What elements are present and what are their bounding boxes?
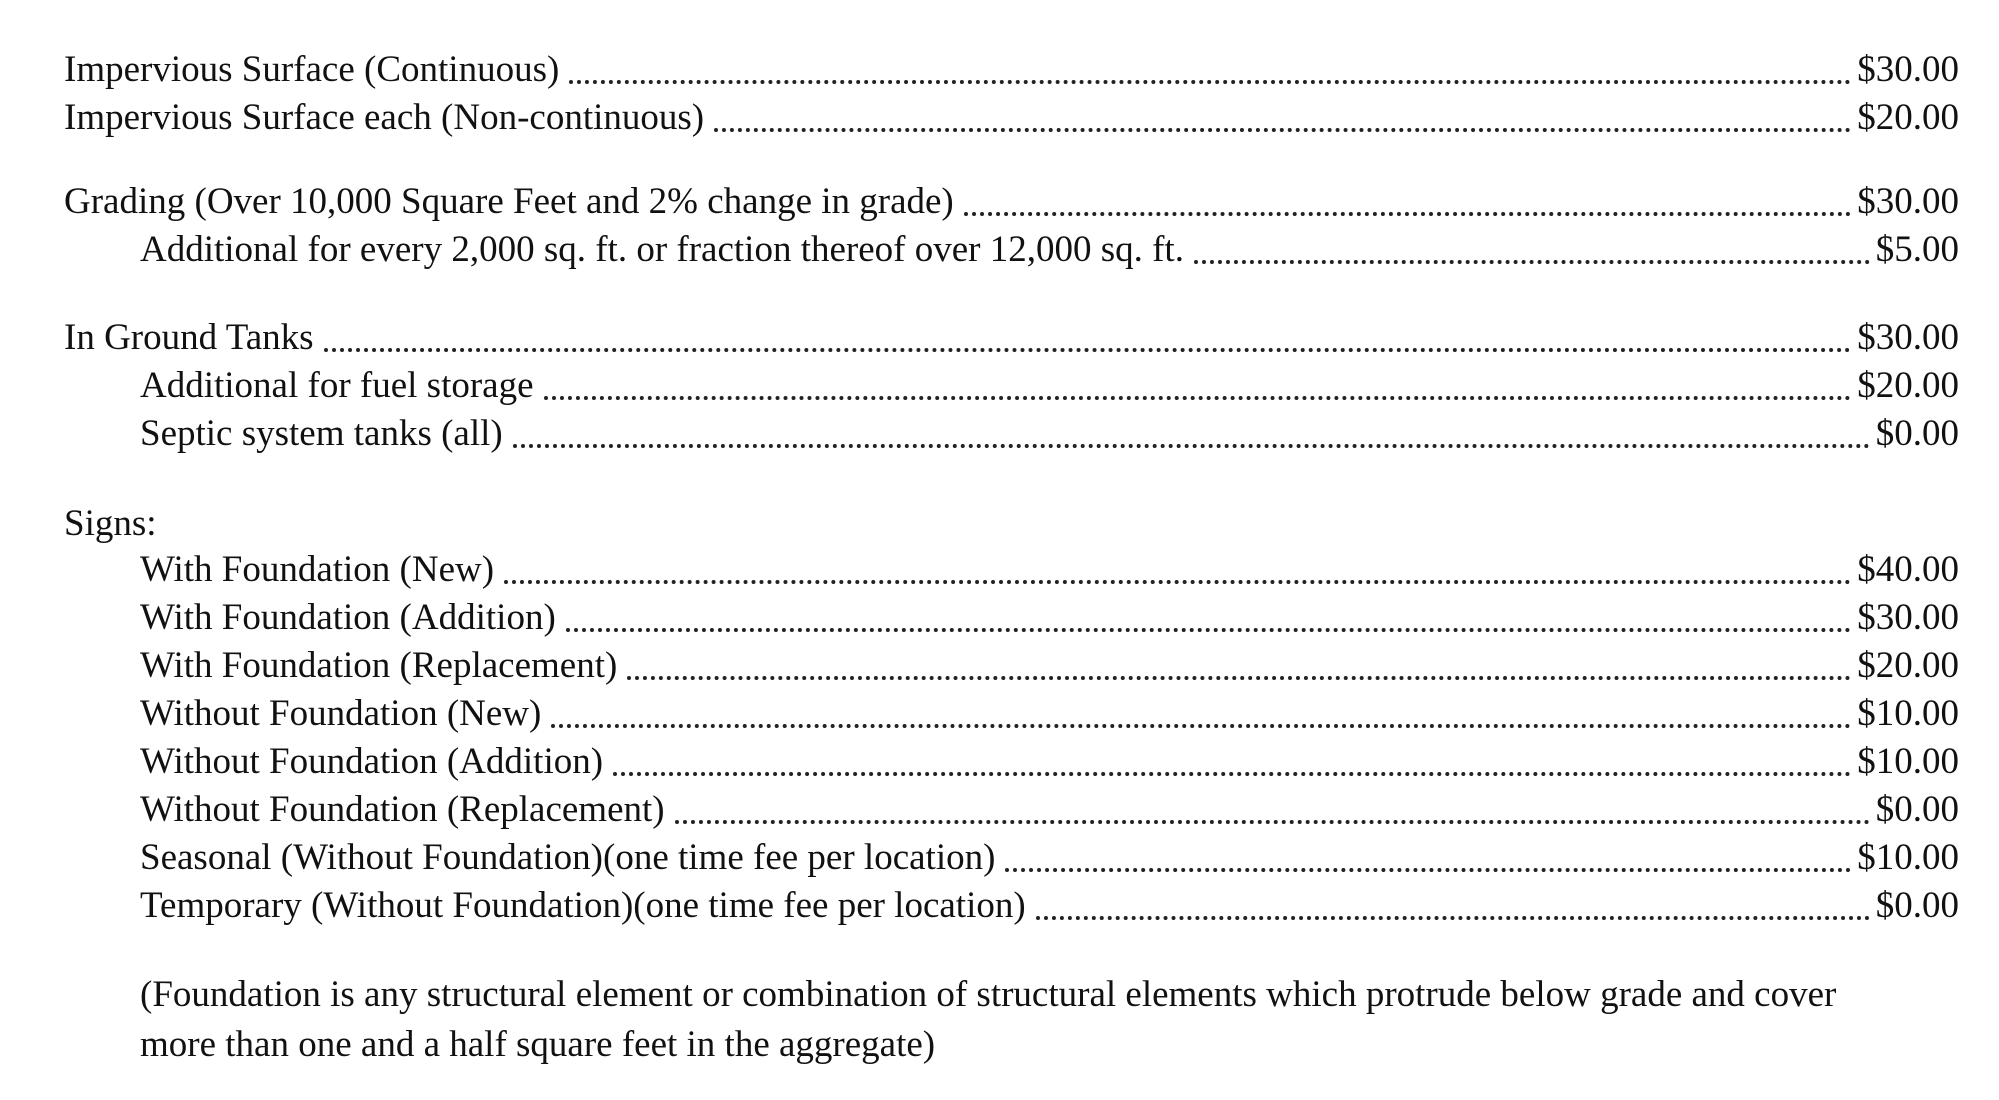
dot-leader [324, 348, 1852, 352]
dot-leader [513, 444, 1870, 448]
fee-row-sign [140, 642, 1959, 690]
fee-label: Septic system tanks (all) [140, 413, 503, 454]
fee-price: $40.00 [1857, 549, 1959, 590]
fee-label: Grading (Over 10,000 Square Feet and 2% change in grade) [64, 181, 954, 222]
dot-leader [544, 396, 1852, 400]
fee-price: $20.00 [1857, 645, 1959, 686]
signs-heading: Signs: [64, 503, 157, 544]
dot-leader [613, 772, 1851, 776]
dot-leader [714, 128, 1851, 132]
fee-label: In Ground Tanks [64, 317, 314, 358]
fee-row-sign [140, 786, 1959, 834]
fee-price: $5.00 [1875, 229, 1959, 270]
dot-leader [627, 676, 1851, 680]
fee-price: $0.00 [1875, 413, 1959, 454]
fee-price: $20.00 [1857, 97, 1959, 138]
fee-row-grading-additional [140, 226, 1959, 274]
fee-price: $10.00 [1857, 741, 1959, 782]
fee-label: Without Foundation (New) [140, 693, 542, 734]
fee-label: Seasonal (Without Foundation)(one time fee per location) [140, 837, 996, 878]
fee-price: $30.00 [1857, 597, 1959, 638]
fee-price: $10.00 [1857, 837, 1959, 878]
dot-leader [1005, 868, 1851, 872]
fee-price: $30.00 [1857, 317, 1959, 358]
fee-price: $0.00 [1875, 789, 1959, 830]
fee-label: With Foundation (Replacement) [140, 645, 618, 686]
fee-row-impervious-continuous [64, 46, 1959, 94]
dot-leader [1036, 916, 1870, 920]
fee-price: $30.00 [1857, 49, 1959, 90]
fee-price: $10.00 [1857, 693, 1959, 734]
fee-price: $30.00 [1857, 181, 1959, 222]
fee-row-septic-tanks [140, 410, 1959, 458]
dot-leader [566, 628, 1851, 632]
fee-label: Without Foundation (Replacement) [140, 789, 665, 830]
dot-leader [551, 724, 1851, 728]
fee-label: Temporary (Without Foundation)(one time fee per location) [140, 885, 1026, 926]
fee-label: With Foundation (New) [140, 549, 495, 590]
fee-row-sign [140, 834, 1959, 882]
fee-row-sign [140, 594, 1959, 642]
fee-label: Impervious Surface each (Non-continuous) [64, 97, 705, 138]
fee-label: With Foundation (Addition) [140, 597, 556, 638]
fee-row-grading [64, 178, 1959, 226]
dot-leader [964, 212, 1851, 216]
fee-label: Additional for every 2,000 sq. ft. or fraction thereof over 12,000 sq. ft. [140, 229, 1184, 270]
fee-price: $20.00 [1857, 365, 1959, 406]
fee-label: Without Foundation (Addition) [140, 741, 604, 782]
dot-leader [1194, 260, 1870, 264]
fee-row-sign [140, 738, 1959, 786]
fee-label: Additional for fuel storage [140, 365, 534, 406]
foundation-note: (Foundation is any structural element or combination of structural elements which protrude below grade and cover more than one and a half square feet in the aggregate) [140, 974, 1837, 1065]
dot-leader [569, 80, 1851, 84]
dot-leader [504, 580, 1851, 584]
fee-label: Impervious Surface (Continuous) [64, 49, 560, 90]
fee-row-sign [140, 882, 1959, 930]
fee-row-sign [140, 546, 1959, 594]
fee-price: $0.00 [1875, 885, 1959, 926]
fee-row-sign [140, 690, 1959, 738]
fee-row-fuel-storage [140, 362, 1959, 410]
dot-leader [675, 820, 1870, 824]
fee-row-in-ground-tanks [64, 314, 1959, 362]
fee-row-impervious-noncontinuous [64, 94, 1959, 142]
